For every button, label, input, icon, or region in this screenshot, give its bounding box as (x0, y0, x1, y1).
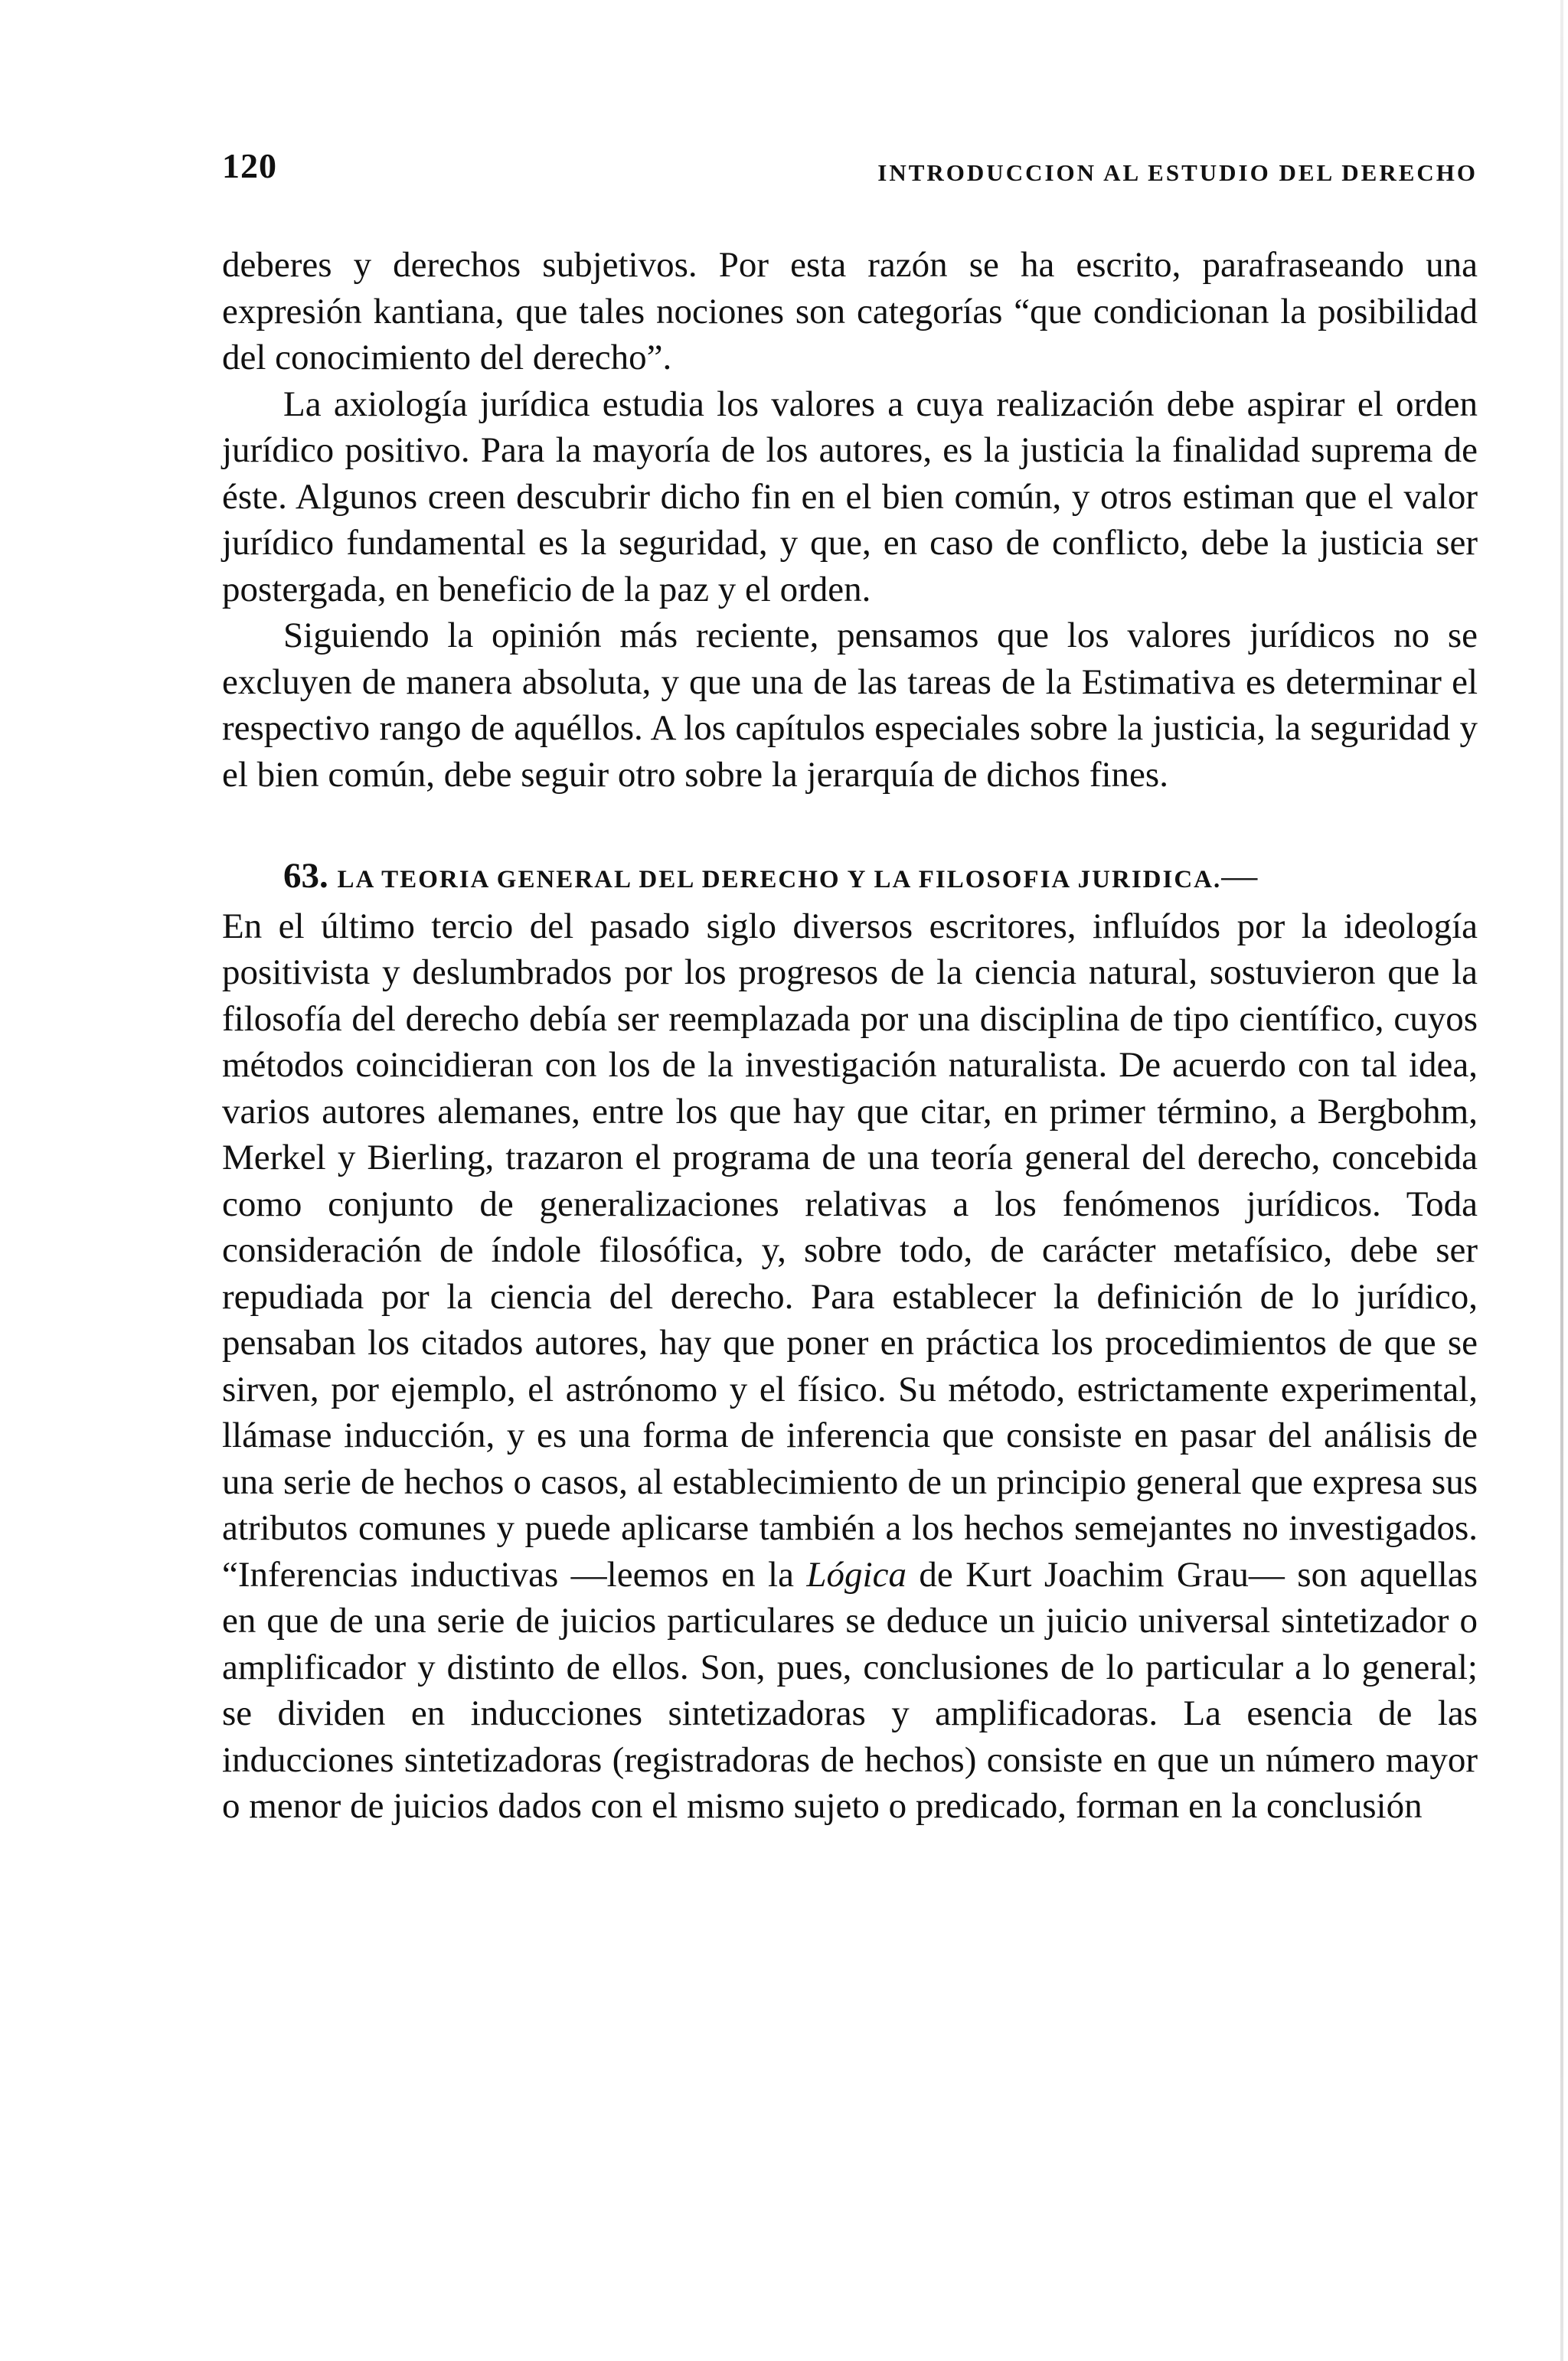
page-number: 120 (222, 146, 277, 185)
paragraph-axiologia: La axiología jurídica estudia los valores a cuya realización debe aspirar el orden jurídico positivo. Para la mayoría de los autores, es la justicia la finalidad suprema de éste. Algunos creen descubrir dicho fin en el bien común, y otros estiman que el valor jurídico fundamental es la seguridad, y que, en caso de conflicto, debe la justicia ser postergada, en beneficio de la paz y el orden. (222, 384, 1478, 609)
section-63 (222, 853, 1478, 1830)
scan-edge-shadow (1560, 0, 1563, 2361)
section-text-part2: de Kurt Joachim Grau— son aquellas en que de una serie de juicios particulares se deduce un juicio universal sintetizador o amplificador y distinto de ellos. Son, pues, conclusiones de lo particular a lo general; se dividen en inducciones sintetizadoras y amplificadoras. La esencia de las inducciones sintetizadoras (registradoras de hechos) consiste en que un número mayor o menor de juicios dados con el mismo sujeto o predicado, forman en la conclusión (222, 1554, 1478, 1826)
section-heading (222, 853, 1478, 903)
book-page (222, 145, 1478, 1830)
running-title: INTRODUCCION AL ESTUDIO DEL DERECHO (877, 159, 1478, 186)
body-text (222, 242, 1478, 1830)
paragraph-estimativa: Siguiendo la opinión más reciente, pensamos que los valores jurídicos no se excluyen de manera absoluta, y que una de las tareas de la Estimativa es determinar el respectivo rango de aquéllos. A los capítulos especiales sobre la justicia, la seguridad y el bien común, debe seguir otro sobre la jerarquía de dichos fines. (222, 616, 1478, 795)
section-title: LA TEORIA GENERAL DEL DERECHO Y LA FILOSOFIA JURIDICA. (337, 866, 1222, 893)
running-head (222, 145, 1478, 191)
section-text-part1: En el último tercio del pasado siglo diversos escritores, influídos por la ideología positivista y deslumbrados por los progresos de la ciencia natural, sostuvieron que la filosofía del derecho debía ser reemplazada por una disciplina de tipo científico, cuyos métodos coincidieran con los de la investigación naturalista. De acuerdo con tal idea, varios autores alemanes, entre los que hay que citar, en primer término, a Bergbohm, Merkel y Bierling, trazaron el programa de una teoría general del derecho, concebida como conjunto de generalizaciones relativas a los fenómenos jurídicos. Toda consideración de índole filosófica, y, sobre todo, de carácter metafísico, debe ser repudiada por la ciencia del derecho. Para establecer la definición de lo jurídico, pensaban los citados autores, hay que poner en práctica los procedimientos de que se sirven, por ejemplo, el astrónomo y el físico. Su método, estrictamente experimental, llámase inducción, y es una forma de inferencia que consiste en pasar del análisis de una serie de hechos o casos, al establecimiento de un principio general que expresa sus atributos comunes y puede aplicarse también a los hechos semejantes no investigados. “Inferencias inductivas —leemos en la (222, 906, 1478, 1595)
section-number: 63. (283, 856, 328, 896)
section-dash: — (1221, 856, 1258, 896)
section-body (222, 903, 1478, 1830)
paragraph-continued: deberes y derechos subjetivos. Por esta razón se ha escrito, parafraseando una expresión kantiana, que tales nociones son categorías “que condicionan la posibilidad del conocimiento del derecho”. (222, 245, 1478, 377)
italic-title-logica: Lógica (806, 1554, 906, 1595)
